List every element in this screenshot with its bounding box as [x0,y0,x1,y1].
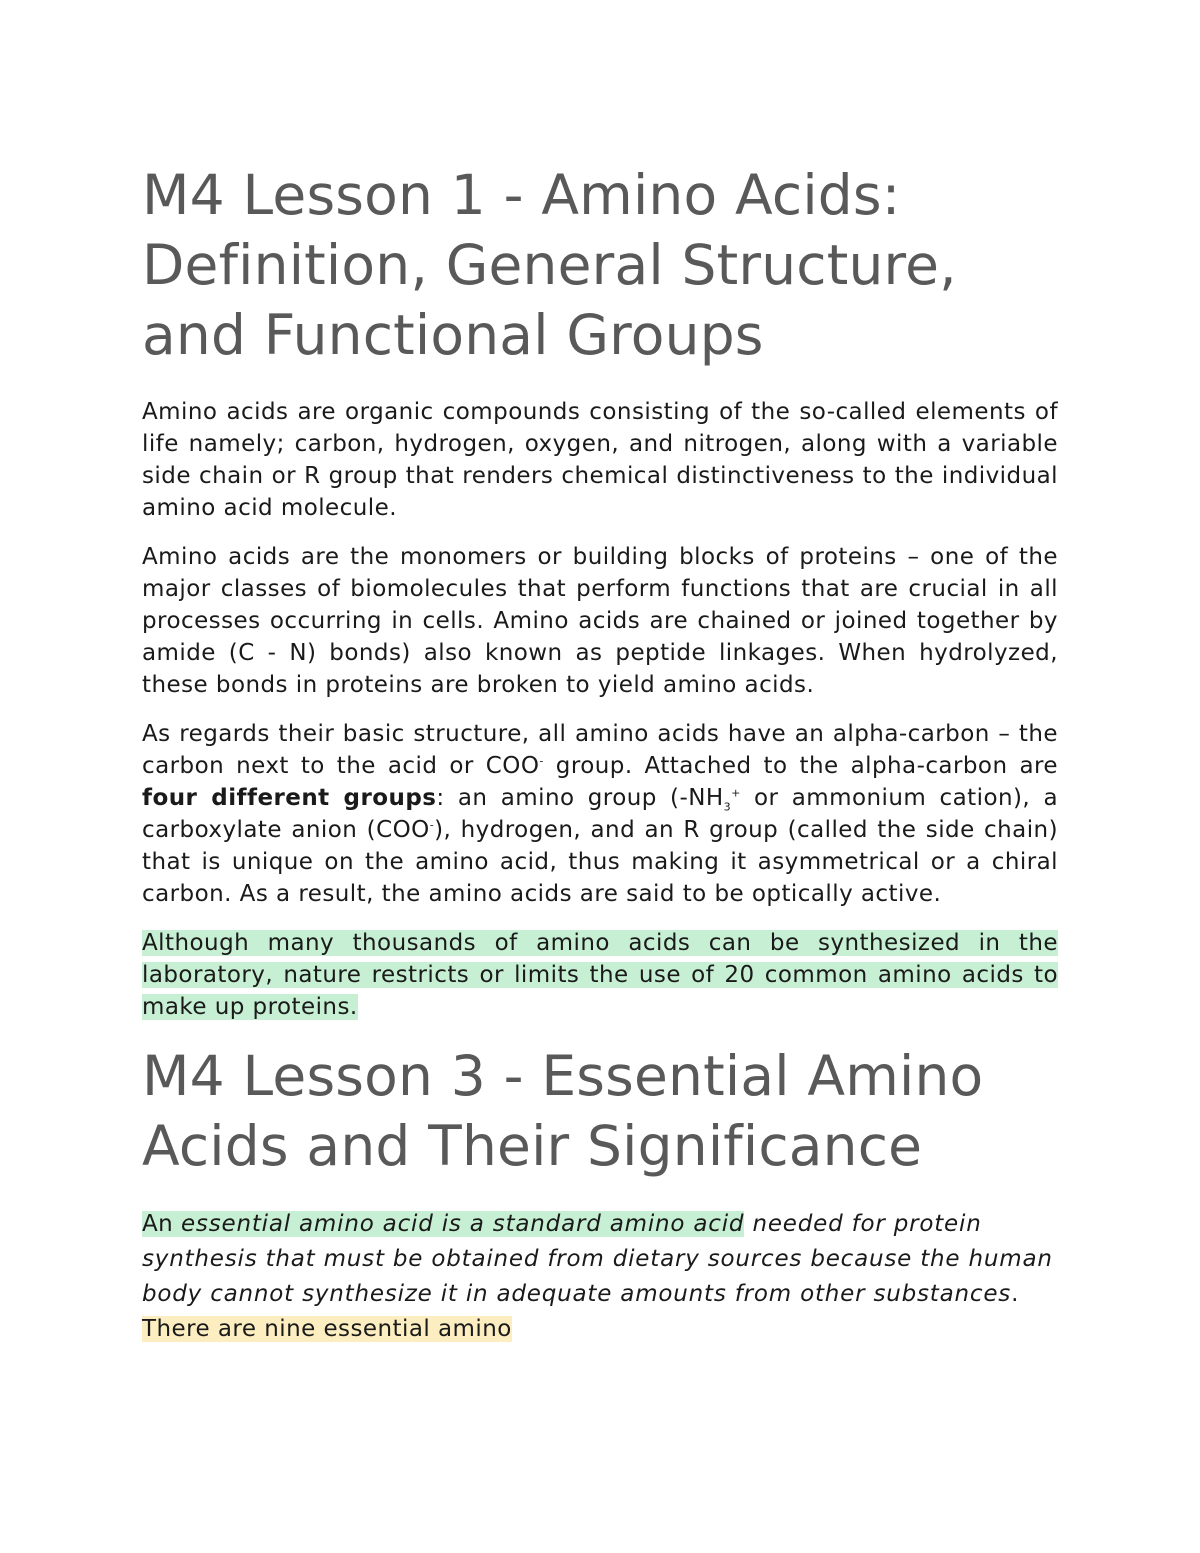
lesson3-title [142,1041,1058,1181]
p3-subscript-3: 3 [723,800,732,814]
document-page [142,160,1058,1364]
lesson3-title-line2: Acids and Their Significance [142,1114,923,1178]
lesson1-paragraph-3 [142,718,1058,910]
highlighted-text-green: Although many thousands of amino acids can be synthesized in the laboratory, nature restricts or limits the use of 20 common amino acids to make up proteins. [142,930,1058,1020]
lesson1-paragraph-2: Amino acids are the monomers or building blocks of proteins – one of the major classes of biomolecules that perform functions that are crucial in all processes occurring in cells. Amino acids are chained or joined together by amide (C - N) bonds) also known as peptide linkages. When hydrolyzed, these bonds in proteins are broken to yield amino acids. [142,544,1058,698]
lesson3-title-line1: M4 Lesson 3 - Essential Amino [142,1044,984,1108]
p3-text-2: group. Attached to the alpha-carbon are [543,753,1058,779]
highlighted-text-yellow: There are nine essential amino [142,1316,512,1342]
lesson1-title [142,160,1058,370]
p3-superscript-minus-2: - [429,818,435,832]
hl-italic-text: essential amino acid is a standard amino acid [180,1211,745,1237]
p3-bold-four-groups: four different groups [142,785,437,811]
hl-plain-text: An [142,1211,181,1237]
lesson1-paragraph-1: Amino acids are organic compounds consisting of the so-called elements of life namely; carbon, hydrogen, oxygen, and nitrogen, along with a variable side chain or R group that renders chemical distinctiveness to the individual amino acid molecule. [142,399,1058,521]
italic-definition-text: needed for protein synthesis that must be obtained from dietary sources because the human body cannot synthesize it in adequate amounts from other substances [142,1211,1053,1307]
p3-text-3: : an amino group (-NH [436,785,724,811]
lesson1-paragraph-4 [142,927,1058,1023]
lesson1-title-line2: Definition, General Structure, [142,233,957,297]
lesson1-title-line1: M4 Lesson 1 - Amino Acids: [142,163,901,227]
lesson3-paragraph-1 [142,1207,1058,1347]
sentence-period: . [1011,1281,1019,1307]
p3-text-5: ), hydrogen, and an R group (called the side chain) that is unique on the amino acid, thus making it asymmetrical or a chiral carbon. As a result, the amino acids are said to be optically active. [142,817,1058,907]
p3-text-1: As regards their basic structure, all amino acids have an alpha-carbon – the carbon next to the acid or COO [142,721,1058,779]
p3-superscript-minus-1: - [539,754,544,768]
p3-text-4: or ammonium cation), a carboxylate anion (COO [142,785,1058,843]
lesson1-title-line3: and Functional Groups [142,303,764,367]
highlighted-text-green-2 [142,1211,744,1237]
p3-superscript-plus: + [731,786,741,800]
